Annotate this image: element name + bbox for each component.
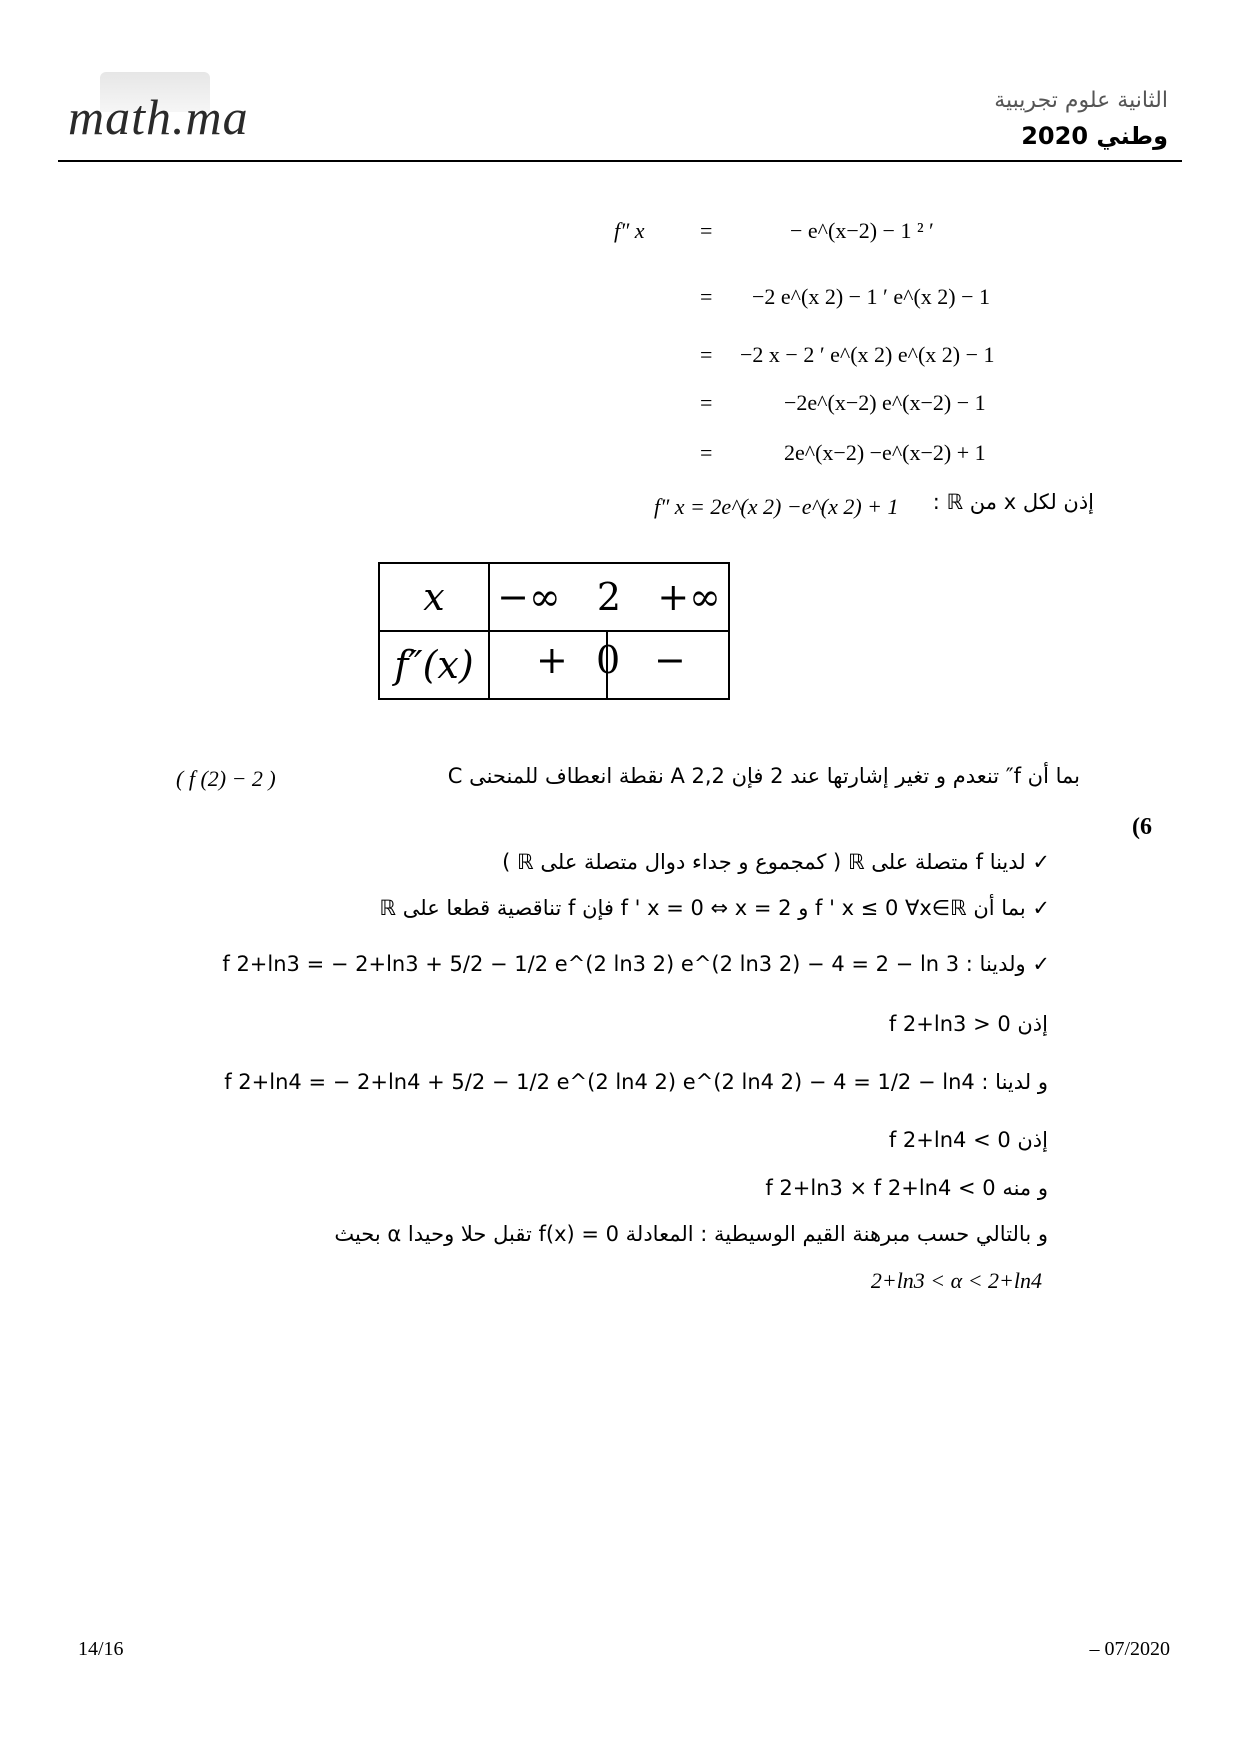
fpp-sign-plus: + [536, 638, 568, 682]
derivation-conclusion-label: إذن لكل x من ℝ : [932, 490, 1094, 514]
page-number: 14/16 [78, 1638, 124, 1660]
x-value-minus-inf: −∞ [497, 575, 561, 619]
check-text-3: ولدينا : f 2+ln3 = − 2+ln3 + 5/2 − 1/2 e^(2 ln3 2) e^(2 ln3 2) − 4 = 2 − ln 3 [222, 952, 1026, 976]
fpp-zero: 0 [596, 638, 621, 682]
x-value-2: 2 [596, 575, 622, 619]
derivation-lhs: f″ x [614, 218, 645, 243]
step-2: و لدينا : f 2+ln4 = − 2+ln4 + 5/2 − 1/2 e^(2 ln4 2) e^(2 ln4 2) − 4 = 1/2 − ln4 [224, 1070, 1048, 1094]
derivation-expr-3: −2 x − 2 ′ e^(x 2) e^(x 2) − 1 [740, 342, 995, 367]
check-text-1: لدينا f متصلة على ℝ ( كمجموع و جداء دوال متصلة على ℝ ) [502, 850, 1026, 874]
check-text-2: بما أن f ' x ≤ 0 ∀x∈ℝ و f ' x = 0 ⇔ x = 2 فإن f تناقصية قطعا على ℝ [379, 896, 1026, 920]
step-3: إذن f 2+ln4 < 0 [888, 1128, 1048, 1152]
step-6: 2+ln3 < α < 2+ln4 [870, 1268, 1042, 1293]
check-line-3 [222, 952, 1050, 976]
derivation-sign-4: = [700, 390, 713, 415]
header-rule [58, 160, 1182, 162]
exam-level: الثانية علوم تجريبية [994, 88, 1168, 113]
sign-table-row-x [379, 563, 729, 631]
derivation-sign-1: = [700, 218, 713, 243]
check-line-1 [502, 850, 1050, 874]
sign-table-fpp-label: f″(x) [379, 631, 489, 699]
derivation-conclusion: f″ x = 2e^(x 2) −e^(x 2) + 1 [654, 494, 899, 519]
site-logo: math.ma [68, 89, 249, 145]
fpp-sign-minus: − [654, 638, 686, 682]
sign-table-x-values [489, 563, 729, 631]
inflection-statement: بما أن f″ تنعدم و تغير إشارتها عند 2 فإن A 2,2 نقطة انعطاف للمنحنى C [447, 764, 1080, 788]
check-line-2 [379, 896, 1050, 920]
derivation-expr-4: −2e^(x−2) e^(x−2) − 1 [784, 390, 986, 415]
check-icon: ✓ [1032, 952, 1050, 976]
sign-table-fpp-values [489, 631, 729, 699]
x-value-plus-inf: +∞ [657, 575, 721, 619]
step-5: و بالتالي حسب مبرهنة القيم الوسيطية : المعادلة f(x) = 0 تقبل حلا وحيدا α بحيث [334, 1222, 1048, 1246]
footer-date: – 07/2020 [1089, 1638, 1170, 1660]
derivation-expr-5: 2e^(x−2) −e^(x−2) + 1 [784, 440, 986, 465]
step-1: إذن f 2+ln3 > 0 [888, 1012, 1048, 1036]
derivation-sign-3: = [700, 342, 713, 367]
sign-table [378, 562, 730, 700]
sign-table-row-fpp [379, 631, 729, 699]
exam-year: وطني 2020 [1021, 122, 1168, 150]
inflection-aside: ( f (2) − 2 ) [176, 766, 276, 791]
sign-table-x-label: x [379, 563, 489, 631]
check-icon: ✓ [1032, 850, 1050, 874]
derivation-sign-2: = [700, 284, 713, 309]
question-number: (6 [1132, 814, 1152, 840]
derivation-sign-5: = [700, 440, 713, 465]
step-4: و منه f 2+ln3 × f 2+ln4 < 0 [765, 1176, 1048, 1200]
derivation-expr-2: −2 e^(x 2) − 1 ′ e^(x 2) − 1 [752, 284, 991, 309]
check-icon: ✓ [1032, 896, 1050, 920]
derivation-expr-1: − e^(x−2) − 1 ² ′ [790, 218, 934, 243]
